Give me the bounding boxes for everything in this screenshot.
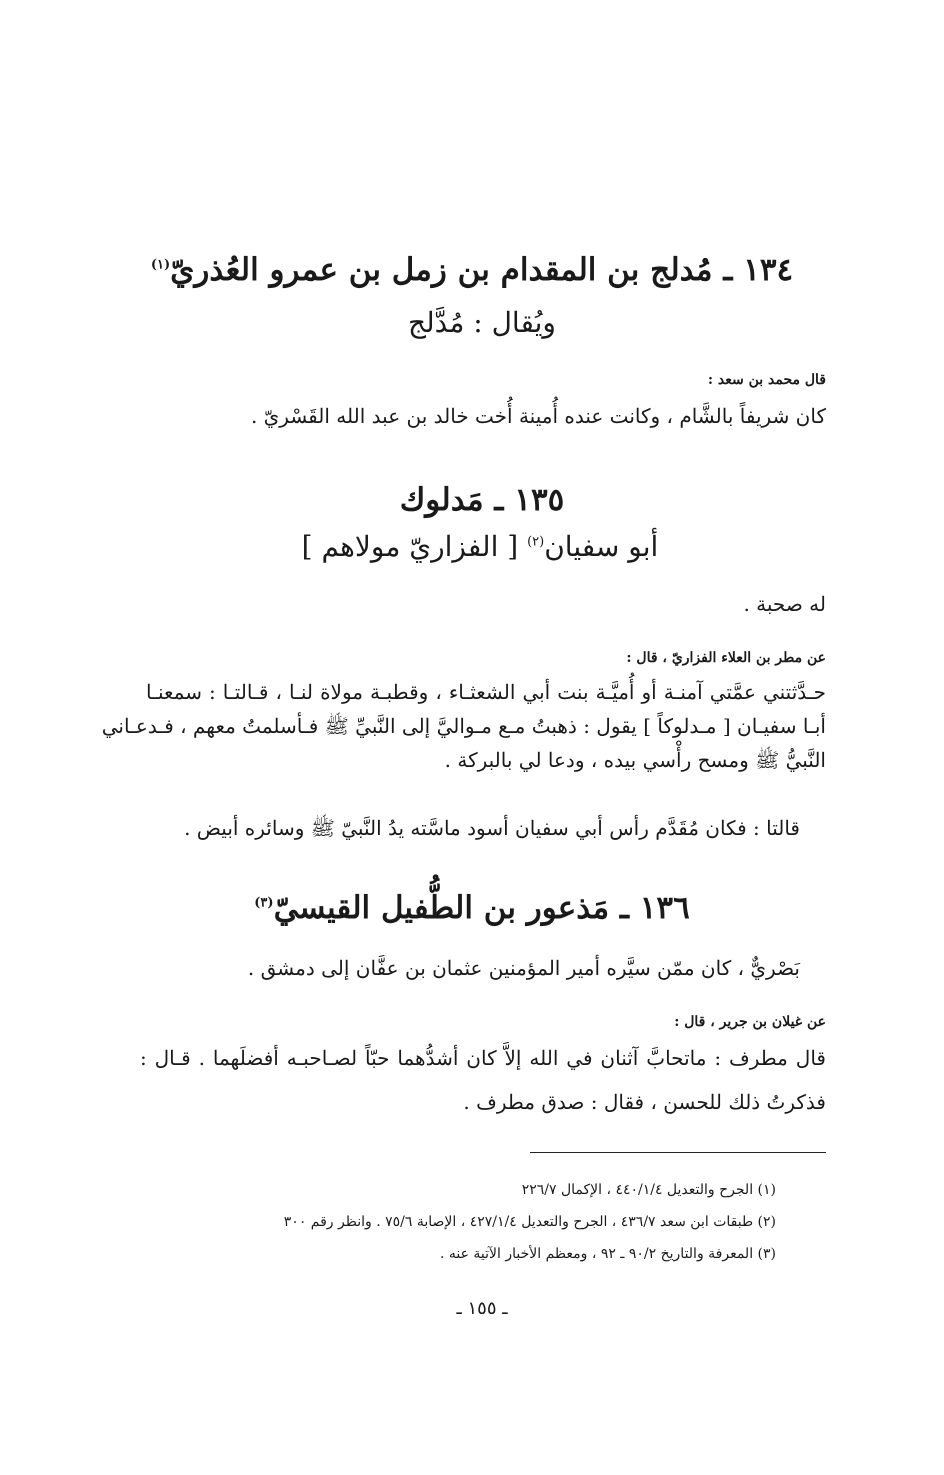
entry-134-body-line: كان شريفاً بالشَّام ، وكانت عنده أُمينة أُخت خالد بن عبد الله القَسْريّ . (250, 404, 826, 428)
footnote-separator (530, 1152, 826, 1153)
entry-136-body-line: فذكرتُ ذلك للحسن ، فقال : صدق مطرف . (463, 1090, 826, 1114)
footnote-ref-2: (٢) (527, 534, 545, 550)
entry-135-intro: له صحبة . (743, 592, 826, 616)
footnote-ref-3: (٣) (254, 895, 274, 911)
footnote-1: (١) الجرح والتعديل ٤٤٠/١/٤ ، الإكمال ٢٢٦/٧ (521, 1182, 776, 1198)
entry-136-source: عن غيلان بن جرير ، قال : (674, 1014, 826, 1030)
entry-135-title: ١٣٥ ـ مَدلوك (399, 482, 565, 518)
entry-135-source: عن مطر بن العلاء الفزاريّ ، قال : (626, 650, 826, 666)
entry-135-body-line: حـدَّثتني عمَّتي آمنـة أو أُميَّـة بنت أبي الشعثـاء ، وقطبـة مولاة لنـا ، قـالتـا : سمعنـا (146, 680, 826, 704)
entry-134-subtitle: ويُقال : مُدَّلج (408, 306, 556, 339)
footnote-ref-1: (١) (150, 257, 171, 273)
entry-135-subtitle: أبو سفيان$^{(٢)}$ [ الفزاريّ مولاهم ] (301, 530, 659, 563)
entry-135-body-line: أبـا سفيـان [ مـدلوكاً ] يقول : ذهبتُ مـع مـواليَّ إلى النَّبيِّ ﷺ فـأسلمتُ معهم ، فـدعـاني (101, 714, 826, 738)
footnote-2: (٢) طبقات ابن سعد ٤٣٦/٧ ، الجرح والتعديل ٤٢٧/١/٤ ، الإصابة ٧٥/٦ . وانظر رقم ٣٠٠ (283, 1214, 776, 1230)
entry-136-intro: بَصْريٌّ ، كان ممّن سيَّره أمير المؤمنين عثمان بن عفَّان إلى دمشق . (247, 956, 800, 980)
entry-134-source: قال محمد بن سعد : (707, 372, 826, 388)
page-number: ـ ١٥٥ ـ (456, 1298, 508, 1319)
entry-134-title: ١٣٤ ـ مُدلج بن المقدام بن زمل بن عمرو العُذريّ$^{(١)}$ (150, 252, 794, 288)
footnote-3: (٣) المعرفة والتاريخ ٩٠/٢ ـ ٩٢ ، ومعظم الأخبار الآتية عنه . (439, 1246, 776, 1262)
entry-135-body-line: النَّبيُّ ﷺ ومسح رأْسي بيده ، ودعا لي بالبركة . (444, 748, 826, 772)
entry-136-body-line: قال مطرف : ماتحابَّ آثنان في الله إلاَّ كان أشدُّهما حبّاً لصـاحبـه أفضلَهما . قـال : (140, 1046, 826, 1070)
entry-135-body-line: قالتا : فكان مُقَدَّم رأس أبي سفيان أسود ماسَّته يدُ النَّبيّ ﷺ وسائره أبيض . (184, 816, 800, 840)
entry-136-title: ١٣٦ ـ مَذعور بن الطُّفيل القيسيّ$^{(٣)}$ (254, 890, 690, 926)
